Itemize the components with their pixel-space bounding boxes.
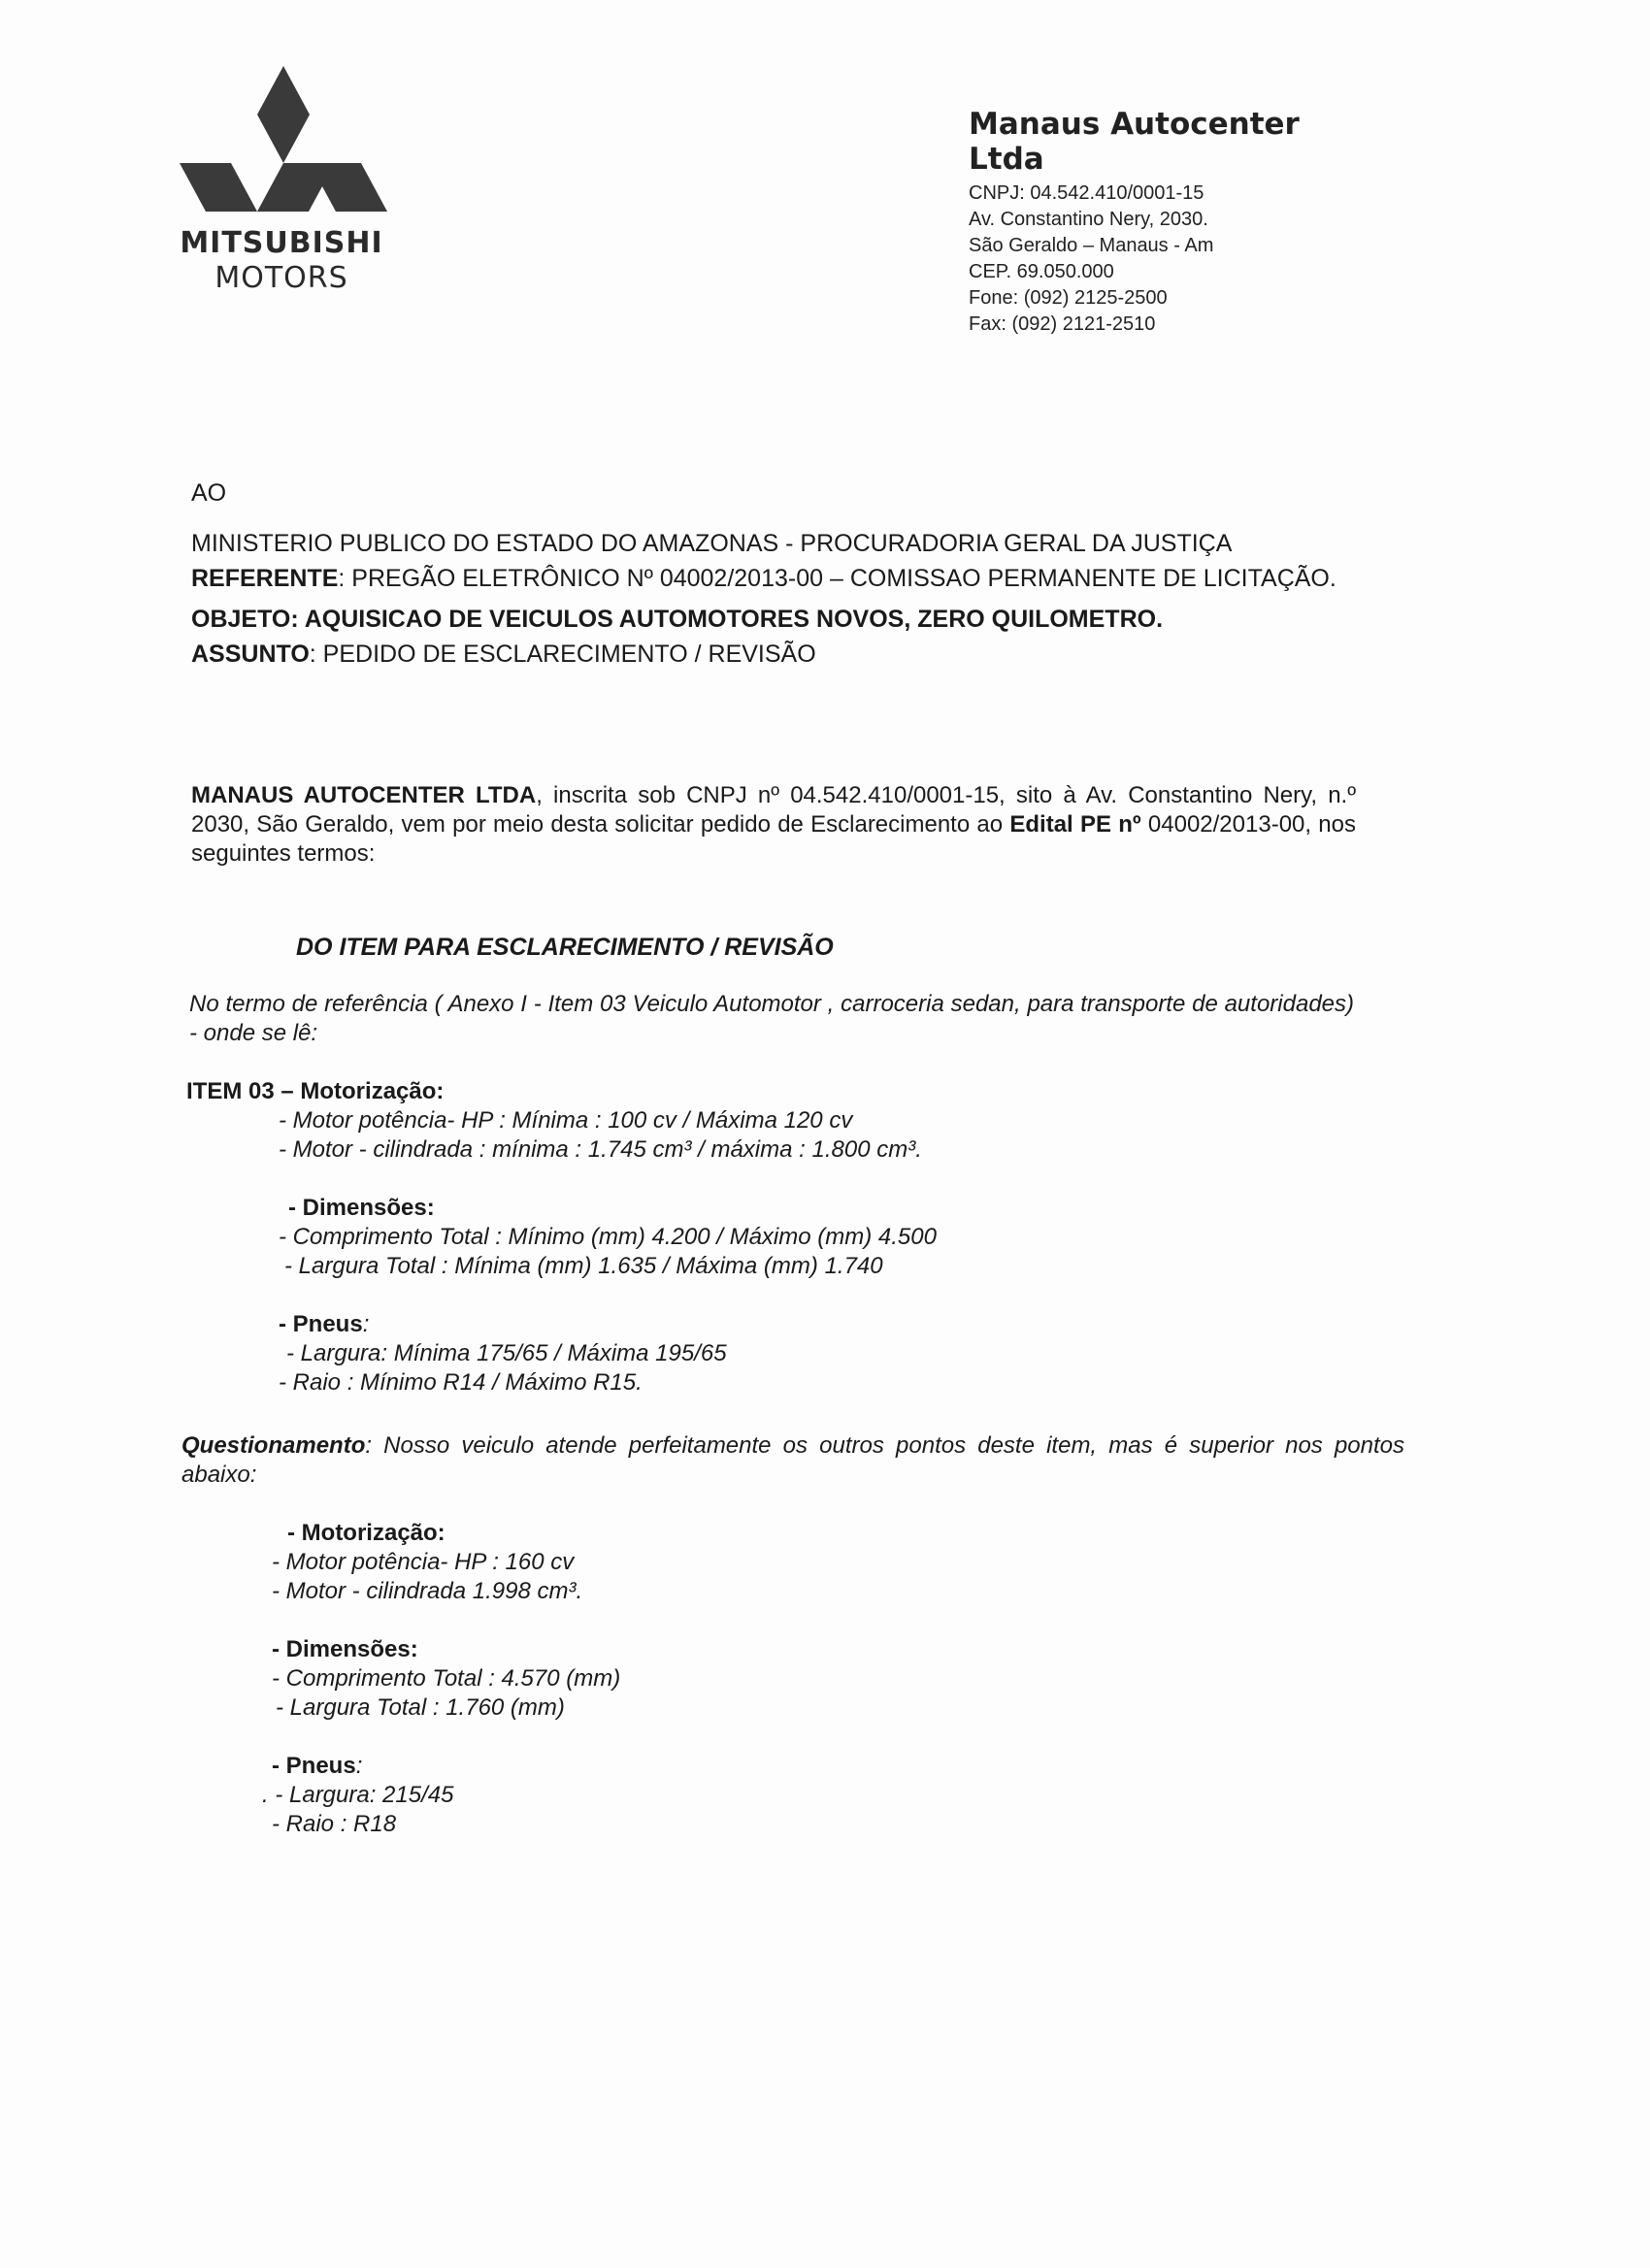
assunto-text: : PEDIDO DE ESCLARECIMENTO / REVISÃO <box>309 641 816 668</box>
referente-label: REFERENTE <box>191 565 339 592</box>
objeto-label: OBJETO <box>191 606 291 633</box>
spec-motor-hp: - Motor potência- HP : Mínima : 100 cv / Máxima 120 cv <box>279 1107 853 1134</box>
address-block <box>191 476 1366 672</box>
item-heading: ITEM 03 – Motorização: <box>186 1078 445 1104</box>
ao-line: AO <box>191 479 227 507</box>
company-fax: Fax: (092) 2121-2510 <box>969 313 1156 335</box>
reference-text: No termo de referência ( Anexo I - Item 03 Veiculo Automotor , carroceria sedan, para transporte de autoridades) - onde se lê: <box>189 991 1354 1046</box>
objeto-line: OBJETO: AQUISICAO DE VEICULOS AUTOMOTORES NOVOS, ZERO QUILOMETRO. <box>191 606 1164 633</box>
company-cep: CEP. 69.050.000 <box>969 261 1114 282</box>
mitsubishi-logo <box>175 66 388 296</box>
spec-pneus-width: - Largura: Mínima 175/65 / Máxima 195/65 <box>286 1340 727 1366</box>
question-paragraph <box>182 1431 1404 1490</box>
spec-dim-title: - Dimensões: <box>288 1195 435 1221</box>
referente-line <box>191 561 1366 596</box>
objeto-text: AQUISICAO DE VEICULOS AUTOMOTORES NOVOS, ZERO QUILOMETRO. <box>304 606 1164 633</box>
assunto-label: ASSUNTO <box>191 641 310 668</box>
intro-edital: Edital PE nº <box>1009 811 1141 838</box>
company-phone: Fone: (092) 2125-2500 <box>969 287 1168 309</box>
offered-spec <box>262 1519 621 1839</box>
intro-text-2: 04002/2013-00, nos seguintes termos: <box>191 811 1356 867</box>
assunto-line <box>191 637 1366 672</box>
offer-motor-cc: - Motor - cilindrada 1.998 cm³. <box>272 1578 583 1604</box>
section-title: DO ITEM PARA ESCLARECIMENTO / REVISÃO <box>296 934 834 961</box>
spec-motor-cc: - Motor - cilindrada : mínima : 1.745 cm³ / máxima : 1.800 cm³. <box>279 1136 922 1163</box>
company-district: São Geraldo – Manaus - Am <box>969 235 1214 256</box>
company-name: Manaus Autocenter Ltda <box>969 107 1300 177</box>
referente-text: : PREGÃO ELETRÔNICO Nº 04002/2013-00 – COMISSAO PERMANENTE DE LICITAÇÃO. <box>338 565 1336 592</box>
intro-company: MANAUS AUTOCENTER LTDA <box>191 782 537 808</box>
offer-dim-length: - Comprimento Total : 4.570 (mm) <box>272 1665 621 1692</box>
offer-motor-hp: - Motor potência- HP : 160 cv <box>272 1549 575 1575</box>
three-diamonds-icon <box>177 66 390 226</box>
offer-dim-title: - Dimensões: <box>272 1636 418 1662</box>
spec-pneus-raio: - Raio : Mínimo R14 / Máximo R15. <box>279 1369 643 1396</box>
company-letterhead <box>969 107 1376 338</box>
offer-pneus-width: . - Largura: 215/45 <box>262 1782 454 1808</box>
question-text: : Nosso veiculo atende perfeitamente os outros pontos deste item, mas é superior nos pontos abaixo: <box>182 1432 1404 1488</box>
question-label: Questionamento <box>182 1432 366 1459</box>
spec-dim-length: - Comprimento Total : Mínimo (mm) 4.200 / Máximo (mm) 4.500 <box>279 1224 937 1250</box>
logo-line-2: MOTORS <box>214 261 348 295</box>
offer-dim-width: - Largura Total : 1.760 (mm) <box>276 1694 565 1721</box>
company-cnpj: CNPJ: 04.542.410/0001-15 <box>969 182 1204 204</box>
intro-text-1: , inscrita sob CNPJ nº 04.542.410/0001-15, sito à Av. Constantino Nery, n.º 2030, São Geraldo, vem por meio desta solicitar pedido de Esclarecimento ao <box>191 782 1356 838</box>
offer-motor-title: - Motorização: <box>287 1520 446 1546</box>
recipient-line: MINISTERIO PUBLICO DO ESTADO DO AMAZONAS - PROCURADORIA GERAL DA JUSTIÇA <box>191 530 1233 557</box>
spec-dim-width: - Largura Total : Mínima (mm) 1.635 / Máxima (mm) 1.740 <box>284 1253 883 1279</box>
logo-line-1: MITSUBISHI <box>180 226 383 260</box>
company-street: Av. Constantino Nery, 2030. <box>969 209 1208 230</box>
offer-pneus-title: - Pneus: <box>272 1753 363 1779</box>
item-03-spec <box>186 1077 937 1397</box>
spec-pneus-title: - Pneus: <box>279 1311 370 1337</box>
intro-paragraph <box>191 781 1356 869</box>
offer-pneus-raio: - Raio : R18 <box>272 1811 397 1837</box>
